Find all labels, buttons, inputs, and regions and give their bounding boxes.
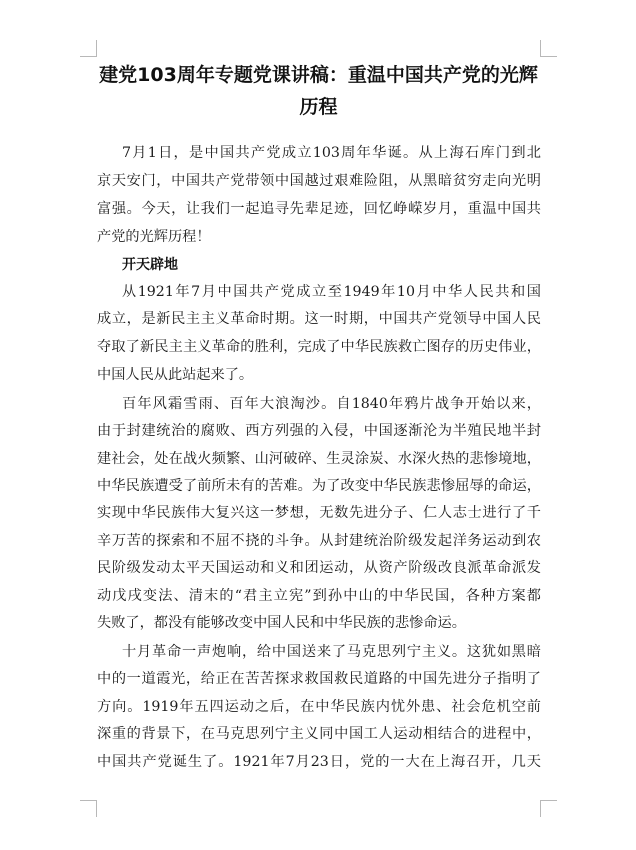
p2-line-9: 失败了，都没有能够改变中国人民和中华民族的悲惨命运。 — [97, 615, 466, 631]
document-title-line-1: 建党103周年专题党课讲稿：重温中国共产党的光辉 — [99, 64, 538, 86]
p3-line-3: 方向。1919年五四运动之后，在中华民族内忧外患、社会危机空前 — [97, 699, 541, 715]
p1-line-1: 从1921年7月中国共产党成立至1949年10月中华人民共和国 — [122, 284, 541, 300]
intro-line-1: 7月1日，是中国共产党成立103周年华诞。从上海石库门到北 — [122, 145, 541, 161]
p2-line-7: 民阶级发动太平天国运动和义和团运动，从资产阶级改良派革命派发 — [97, 560, 541, 576]
p2-line-4: 中华民族遭受了前所未有的苦难。为了改变中华民族悲惨屈辱的命运， — [97, 478, 541, 494]
intro-line-2: 京天安门，中国共产党带领中国越过艰难险阻，从黑暗贫穷走向光明 — [97, 173, 541, 189]
p3-line-5: 中国共产党诞生了。1921年7月23日，党的一大在上海召开，几天 — [97, 754, 541, 770]
p2-line-3: 建社会，处在战火频繁、山河破碎、生灵涂炭、水深火热的悲惨境地， — [97, 451, 541, 467]
crop-mark-top-right — [540, 40, 557, 57]
p2-line-8: 动戊戌变法、清末的“君主立宪”到孙中山的中华民国，各种方案都 — [97, 588, 541, 604]
intro-line-4: 产党的光辉历程！ — [97, 229, 211, 245]
crop-mark-top-left — [80, 40, 97, 57]
p1-line-4: 中国人民从此站起来了。 — [97, 367, 254, 383]
intro-line-3: 富强。今天，让我们一起追寻先辈足迹，回忆峥嵘岁月，重温中国共 — [97, 201, 541, 217]
section-heading: 开天辟地 — [122, 257, 178, 273]
p2-line-6: 辛万苦的探索和不屈不挠的斗争。从封建统治阶级发起洋务运动到农 — [97, 533, 541, 549]
p3-line-2: 中的一道霞光，给正在苦苦探求救国救民道路的中国先进分子指明了 — [97, 671, 541, 687]
p1-line-2: 成立，是新民主主义革命时期。这一时期，中国共产党领导中国人民 — [97, 311, 541, 327]
p3-line-1: 十月革命一声炮响，给中国送来了马克思列宁主义。这犹如黑暗 — [122, 644, 541, 660]
document-title-line-2: 历程 — [299, 96, 338, 118]
crop-mark-bottom-right — [540, 800, 557, 817]
p2-line-2: 由于封建统治的腐败、西方列强的入侵，中国逐渐沦为半殖民地半封 — [97, 423, 541, 439]
p2-line-1: 百年风霜雪雨、百年大浪淘沙。自1840年鸦片战争开始以来， — [122, 396, 541, 412]
p2-line-5: 实现中华民族伟大复兴这一梦想，无数先进分子、仁人志士进行了千 — [97, 505, 541, 521]
p3-line-4: 深重的背景下，在马克思列宁主义同中国工人运动相结合的进程中， — [97, 726, 541, 742]
p1-line-3: 夺取了新民主主义革命的胜利，完成了中华民族救亡图存的历史伟业， — [97, 339, 541, 355]
crop-mark-bottom-left — [80, 800, 97, 817]
